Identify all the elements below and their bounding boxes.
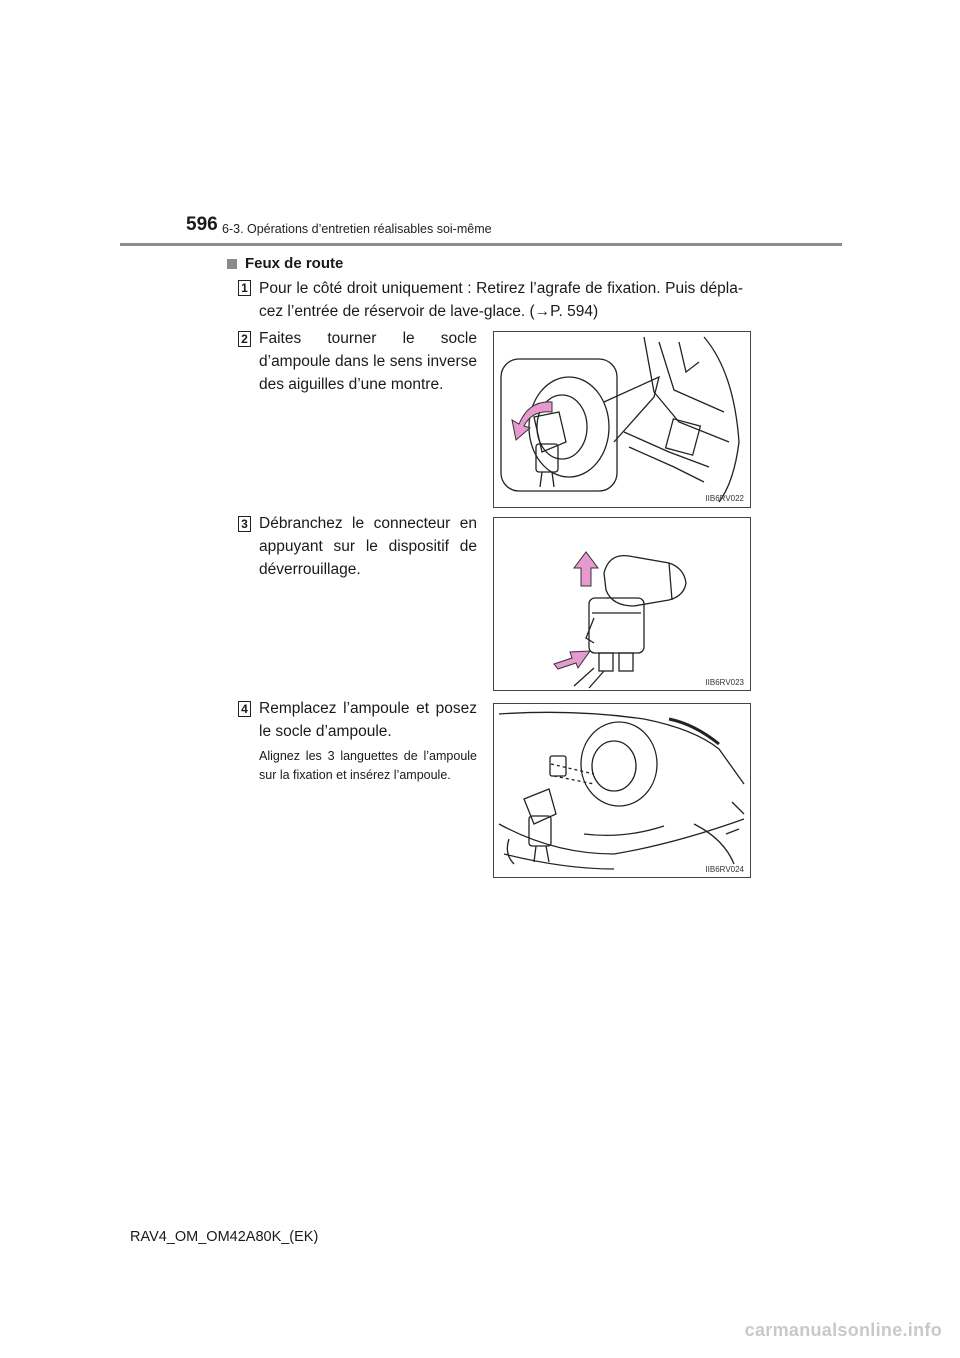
bulb-insert-illustration [494,704,750,877]
step-number-2: 2 [238,331,251,347]
headlight-bulb-rotate-illustration [494,332,750,507]
heading-text: Feux de route [245,255,344,272]
figure-step-4 [493,703,751,878]
figure-code-022: IIB6RV022 [705,494,744,503]
header-rule [120,243,842,246]
figure-code-024: IIB6RV024 [705,865,744,874]
step-number-4: 4 [238,701,251,717]
figure-step-2 [493,331,751,508]
figure-step-3 [493,517,751,691]
page-number: 596 [186,214,218,235]
step-number-3: 3 [238,516,251,532]
push-arrow-icon [554,651,590,669]
rotate-arrow-icon [512,402,552,440]
step-3-text: Débranchez le connecteur en appuyant sur le dispositif de déverrouillage. [259,515,477,578]
step-4-note: Alignez les 3 languettes de l’ampoule sur la fixation et insérez l’ampoule. [259,749,477,782]
section-title: 6-3. Opérations d’entretien réalisables soi-même [222,222,492,236]
step-number-1: 1 [238,280,251,296]
step-4-text: Remplacez l’ampoule et posez le socle d’ampoule. [259,700,477,740]
step-2-text: Faites tourner le socle d’ampoule dans le sens inverse des aiguilles d’une montre. [259,330,477,393]
up-arrow-icon [574,552,598,586]
subsection-heading [227,255,343,272]
step-1-text: Pour le côté droit uniquement : Retirez l’agrafe de fixation. Puis dépla-cez l’entrée de réservoir de lave-glace. (→P. 594) [259,280,743,320]
watermark: carmanualsonline.info [744,1320,942,1340]
document-code-footer: RAV4_OM_OM42A80K_(EK) [130,1229,319,1245]
figure-code-023: IIB6RV023 [705,678,744,687]
connector-disconnect-illustration [494,518,750,690]
square-bullet-icon [227,259,237,269]
